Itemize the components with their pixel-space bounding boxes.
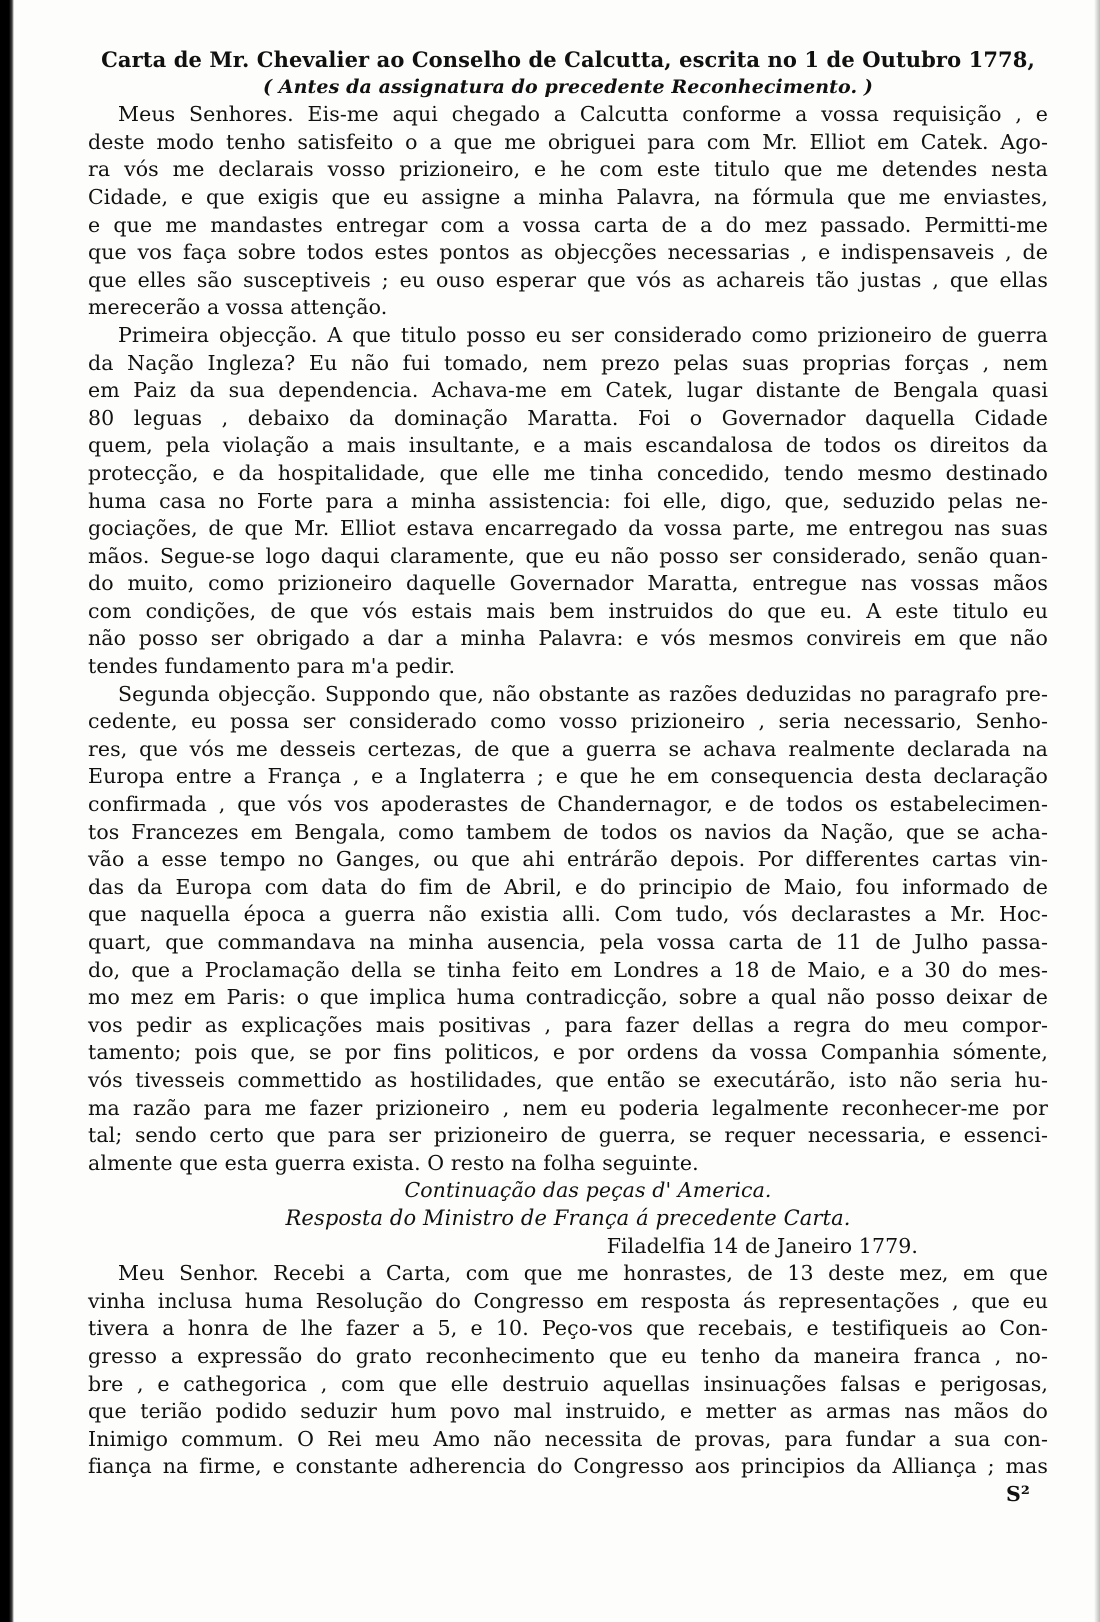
text-line: que terião podido seduzir hum povo mal instruido, e metter as armas nas mãos do <box>88 1399 1048 1424</box>
text-line: das da Europa com data do fim de Abril, e do principio de Maio, fou informado de <box>88 874 1048 899</box>
text-line: Meu Senhor. Recebi a Carta, com que me honrastes, de 13 deste mez, em que <box>118 1261 1048 1286</box>
text-line: em Paiz da sua dependencia. Achava-me em Catek, lugar distante de Bengala quasi <box>88 378 1048 403</box>
text-line: mãos. Segue-se logo daqui claramente, que eu não posso ser considerado, senão quan- <box>88 543 1048 568</box>
text-line: gociações, de que Mr. Elliot estava encarregado da vossa parte, me entregou nas suas <box>88 516 1048 541</box>
text-line: da Nação Ingleza? Eu não fui tomado, nem prezo pelas suas proprias forças , nem <box>88 350 1048 375</box>
text-line: quem, pela violação a mais insultante, e a mais escandalosa de todos os direitos da <box>88 433 1048 458</box>
text-line: gresso a expressão do grato reconhecimento que eu tenho da maneira franca , no- <box>88 1343 1048 1368</box>
text-line: bre , e cathegorica , com que elle destruio aquellas insinuações falsas e perigosas, <box>88 1371 1048 1396</box>
text-line: 80 leguas , debaixo da dominação Maratta. Foi o Governador daquella Cidade <box>88 405 1048 430</box>
text-line: Segunda objecção. Suppondo que, não obstante as razões deduzidas no paragrafo pre- <box>118 681 1048 706</box>
text-line: fiança na firme, e constante adherencia do Congresso aos principios da Alliança ; mas <box>88 1454 1048 1479</box>
text-line: Primeira objecção. A que titulo posso eu ser considerado como prizioneiro de guerra <box>118 322 1048 347</box>
text-line: tal; sendo certo que para ser prizioneiro de guerra, se requer necessaria, e essenci- <box>88 1123 1048 1148</box>
text-line: quart, que commandava na minha ausencia, pela vossa carta de 11 de Julho passa- <box>88 930 1048 954</box>
text-line: Meus Senhores. Eis-me aqui chegado a Calcutta conforme a vossa requisição , e <box>118 102 1048 127</box>
dateline: Filadelfia 14 de Janeiro 1779. <box>606 1233 918 1258</box>
text-line: Cidade, e que exigis que eu assigne a minha Palavra, na fórmula que me enviastes, <box>88 184 1048 209</box>
letter-heading: Carta de Mr. Chevalier ao Conselho de Calcutta, escrita no 1 de Outubro 1778, <box>101 47 1035 72</box>
page-signature-mark: S² <box>1006 1481 1030 1506</box>
text-line: merecerão a vossa attenção. <box>88 295 388 320</box>
text-line: vinha inclusa huma Resolução do Congresso em resposta ás representações , que eu <box>88 1288 1048 1313</box>
text-line: res, que vós me desseis certezas, de que a guerra se achava realmente declarada na <box>88 736 1048 761</box>
text-line: do, que a Proclamação della se tinha feito em Londres a 18 de Maio, e a 30 do mes- <box>88 957 1048 982</box>
text-line: huma casa no Forte para a minha assistencia: foi elle, digo, que, seduzido pelas ne- <box>88 488 1048 513</box>
text-line: cedente, eu possa ser considerado como vosso prizioneiro , seria necessario, Senho- <box>88 709 1048 734</box>
section-heading: Continuação das peças d' America. <box>404 1178 772 1203</box>
paragraph-reply <box>88 1260 1048 1481</box>
text-line: almente que esta guerra exista. O resto na folha seguinte. <box>88 1150 699 1175</box>
letter-subheading: ( Antes da assignatura do precedente Reconhecimento. ) <box>262 75 874 98</box>
text-line: Inimigo commum. O Rei meu Amo não necessita de provas, para fundar a sua con- <box>88 1426 1048 1451</box>
text-line: vós tivesseis commettido as hostilidades, que então se executárão, isto não seria hu- <box>88 1067 1048 1092</box>
text-line: tendes fundamento para m'a pedir. <box>88 654 456 679</box>
text-line: mo mez em Paris: o que implica huma contradicção, sobre a qual não posso deixar de <box>88 985 1048 1010</box>
text-line: tos Francezes em Bengala, como tambem de todos os navios da Nação, que se acha- <box>88 819 1048 844</box>
text-line: deste modo tenho satisfeito o a que me obriguei para com Mr. Elliot em Catek. Ago- <box>88 129 1048 154</box>
text-line: protecção, e da hospitalidade, que elle me tinha concedido, tendo mesmo destinado <box>88 460 1048 485</box>
text-line: Europa entre a França , e a Inglaterra ; e que he em consequencia desta declaração <box>88 764 1048 789</box>
text-line: tamento; pois que, se por fins politicos, e por ordens da vossa Companhia sómente, <box>88 1040 1048 1065</box>
text-line: que elles são susceptiveis ; eu ouso esperar que vós as achareis tão justas , que ellas <box>88 267 1048 292</box>
text-line: confirmada , que vós vos apoderastes de Chandernagor, e de todos os estabelecimen- <box>88 792 1048 817</box>
text-line: ra vós me declarais vosso prizioneiro, e he com este titulo que me detendes nesta <box>88 157 1048 182</box>
text-line: do muito, como prizioneiro daquelle Governador Maratta, entregue nas vossas mãos <box>88 571 1048 596</box>
document-page <box>88 46 1048 1508</box>
text-line: com condições, de que vós estais mais bem instruidos do que eu. A este titulo eu <box>88 598 1048 623</box>
paragraph-first-objection <box>88 322 1048 681</box>
paragraph-second-objection <box>88 681 1048 1178</box>
text-line: e que me mandastes entregar com a vossa carta de a do mez passado. Permitti-me <box>88 212 1048 237</box>
text-line: tivera a honra de lhe fazer a 5, e 10. Peço-vos que recebais, e testifiqueis ao Con- <box>88 1316 1048 1341</box>
page-edge-shadow <box>0 0 14 1622</box>
paragraph-opening <box>88 101 1048 322</box>
reply-heading: Resposta do Ministro de França á precedente Carta. <box>285 1205 851 1230</box>
text-line: ma razão para me fazer prizioneiro , nem eu poderia legalmente reconhecer-me por <box>88 1095 1048 1120</box>
text-line: não posso ser obrigado a dar a minha Palavra: e vós mesmos convireis em que não <box>88 626 1048 651</box>
text-line: vão a esse tempo no Ganges, ou que ahi entrárão depois. Por differentes cartas vin- <box>88 847 1048 872</box>
text-line: vos pedir as explicações mais positivas , para fazer dellas a regra do meu compor- <box>88 1012 1048 1037</box>
text-line: que vos faça sobre todos estes pontos as objecções necessarias , e indispensaveis , de <box>88 240 1048 265</box>
text-line: que naquella época a guerra não existia alli. Com tudo, vós declarastes a Mr. Hoc- <box>88 902 1048 927</box>
page-edge-right <box>1094 0 1100 1622</box>
